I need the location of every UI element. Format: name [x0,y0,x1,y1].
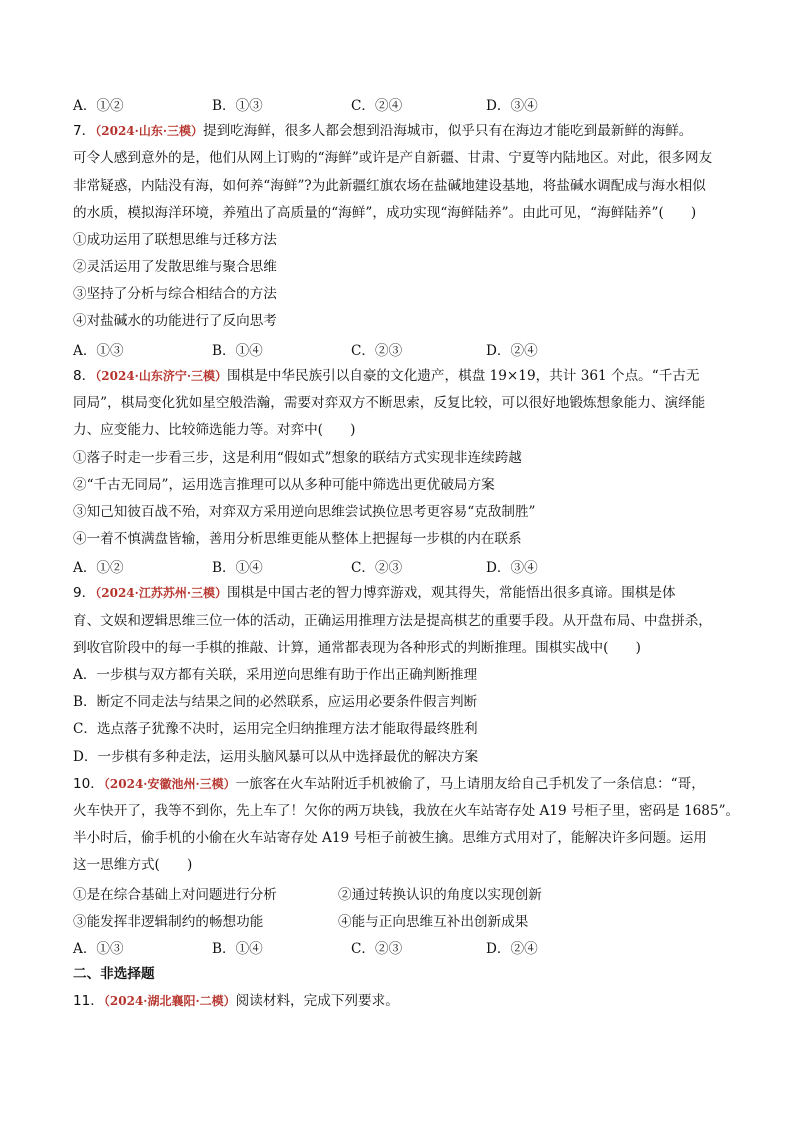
q7-item-3: ③坚持了分析与综合相结合的方法 [73,286,277,302]
q9-number: 9． [73,585,96,601]
q10-stem-line-1: 10．（2024·安徽池州·三模）一旅客在火车站附近手机被偷了，马上请朋友给自己手机发了一条信息：“哥， [73,776,705,792]
q11-number: 11． [73,993,104,1009]
q10-stem-line-2: 火车快开了，我等不到你，先上车了！欠你的两万块钱，我放在火车站寄存处 A19 号柜子里，密码是 1685”。 [73,803,740,819]
section-2-title: 二、非选择题 [73,966,155,982]
q8-stem-line-2: 同局”，棋局变化犹如星空般浩瀚，需要对弈双方不断思索，反复比较，可以很好地锻炼想象能力、演绎能 [73,395,706,411]
q10-stem-line-3: 半小时后，偷手机的小偷在火车站寄存处 A19 号柜子前被生擒。思维方式用对了，能解决许多问题。运用 [73,830,707,846]
q9-stem-line-3: 到收官阶段中的每一手棋的推敲、计算，通常都表现为各种形式的判断推理。围棋实战中( ) [73,640,641,656]
q8-source: （2024·山东济宁·三模） [95,369,228,383]
q8-item-1: ①落子时走一步看三步，这是利用“假如式”想象的联结方式实现非连续跨越 [73,450,522,466]
q8-item-2: ②“千古无同局”，运用选言推理可以从多种可能中筛选出更优破局方案 [73,477,495,493]
q7-item-4: ④对盐碱水的功能进行了反向思考 [73,313,277,329]
q10-option-c: C．②③ [351,941,403,957]
q8-options [73,556,733,576]
q10-option-d: D．②④ [486,941,538,957]
q8-item-3: ③知己知彼百战不殆，对弈双方采用逆向思维尝试换位思考更容易“克敌制胜” [73,504,536,520]
q6-option-b: B．①③ [212,98,263,114]
q9-choice-c: C．选点落子犹豫不决时，运用完全归纳推理方法才能取得最终胜利 [73,721,478,737]
q8-option-c: C．②③ [351,560,403,576]
q8-stem-line-3: 力、应变能力、比较筛选能力等。对弈中( ) [73,422,356,438]
q11-stem: 11．（2024·湖北襄阳·二模）阅读材料，完成下列要求。 [73,993,399,1009]
q7-number: 7． [73,123,96,139]
q10-item-2: ②通过转换认识的角度以实现创新 [338,887,542,903]
q7-option-b: B．①④ [212,343,263,359]
q7-options [73,339,733,359]
q10-number: 10． [73,776,104,792]
q8-number: 8． [73,368,96,384]
q6-option-c: C．②④ [351,98,403,114]
q10-item-1: ①是在综合基础上对问题进行分析 [73,887,277,903]
q9-choice-d: D．一步棋有多种走法，运用头脑风暴可以从中选择最优的解决方案 [73,749,479,765]
q6-option-d: D．③④ [486,98,538,114]
q7-option-c: C．②③ [351,343,403,359]
q6-option-a: A．①② [73,98,124,114]
q9-choice-a: A．一步棋与双方都有关联，采用逆向思维有助于作出正确判断推理 [73,667,478,683]
q10-option-a: A．①③ [73,941,124,957]
q7-stem-line-4: 的水质，模拟海洋环境，养殖出了高质量的“海鲜”，成功实现“海鲜陆养”。由此可见，“海鲜陆养”( ) [73,205,697,221]
q7-item-2: ②灵活运用了发散思维与聚合思维 [73,259,277,275]
q9-source: （2024·江苏苏州·三模） [95,586,228,600]
q7-stem-line-3: 非常疑惑，内陆没有海，如何养“海鲜”?为此新疆红旗农场在盐碱地建设基地，将盐碱水调配成与海水相似 [73,178,706,194]
q9-choice-b: B．断定不同走法与结果之间的必然联系，应运用必要条件假言判断 [73,694,478,710]
q10-item-3: ③能发挥非逻辑制约的畅想功能 [73,914,264,930]
q10-options [73,937,733,957]
q7-option-a: A．①③ [73,343,124,359]
q10-item-4: ④能与正向思维互补出创新成果 [338,914,529,930]
q10-items-row-1 [73,883,733,903]
q8-stem-line-1: 8．（2024·山东济宁·三模）围棋是中华民族引以自豪的文化遗产，棋盘 19×19，共计 361 个点。“千古无 [73,368,700,384]
q10-option-b: B．①④ [212,941,263,957]
q8-option-d: D．③④ [486,560,538,576]
q9-stem-line-2: 育、文娱和逻辑思维三位一体的活动，正确运用推理方法是提高棋艺的重要手段。从开盘布局、中盘拼杀， [73,613,712,629]
q9-stem-line-1: 9．（2024·江苏苏州·三模）围棋是中国古老的智力博弈游戏，观其得失，常能悟出很多真谛。围棋是体 [73,585,676,601]
q10-stem-line-4: 这一思维方式( ) [73,857,193,873]
q7-option-d: D．②④ [486,343,538,359]
q7-item-1: ①成功运用了联想思维与迁移方法 [73,232,277,248]
q6-options [73,94,733,114]
q10-source: （2024·安徽池州·三模） [103,777,236,791]
q8-option-a: A．①② [73,560,124,576]
q10-items-row-2 [73,910,733,930]
q8-item-4: ④一着不慎满盘皆输，善用分析思维更能从整体上把握每一步棋的内在联系 [73,531,522,547]
q7-source: （2024·山东·三模） [95,124,204,138]
q11-source: （2024·湖北襄阳·二模） [103,994,236,1008]
q7-stem-line-1: 7．（2024·山东·三模）提到吃海鲜，很多人都会想到沿海城市，似乎只有在海边才能吃到最新鲜的海鲜。 [73,123,693,139]
q7-stem-line-2: 可令人感到意外的是，他们从网上订购的“海鲜”或许是产自新疆、甘肃、宁夏等内陆地区。对此，很多网友 [73,150,713,166]
q8-option-b: B．①④ [212,560,263,576]
